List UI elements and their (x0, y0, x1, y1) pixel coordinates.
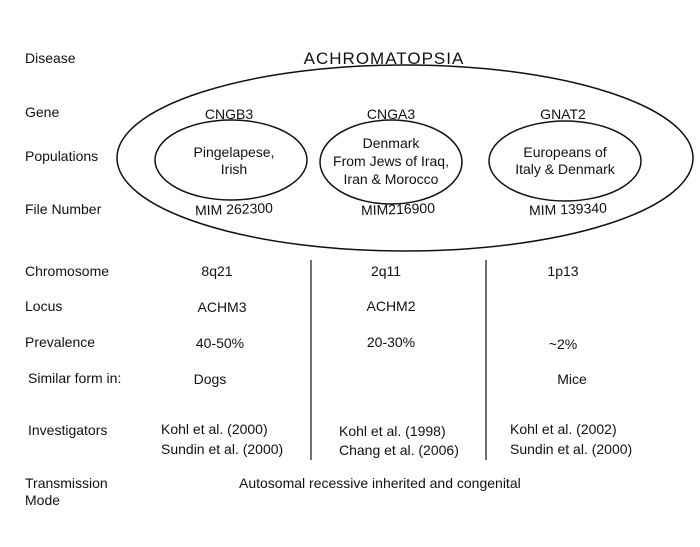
label-similar-form: Similar form in: (28, 370, 122, 386)
label-investigators: Investigators (28, 422, 108, 438)
population-cngb3-line-1: Pingelapese, (193, 144, 275, 160)
label-mode: Mode (25, 492, 61, 508)
population-gnat2-line-2: Italy & Denmark (515, 161, 615, 177)
prevalence-cnga3: 20-30% (366, 334, 416, 350)
population-gnat2-line-1: Europeans of (523, 144, 607, 160)
investigator-cngb3-1: Kohl et al. (2000) (161, 421, 268, 437)
gene-cnga3: CNGA3 (366, 106, 416, 122)
prevalence-cngb3: 40-50% (195, 335, 245, 351)
population-cnga3-line-3: Iran & Morocco (343, 171, 439, 187)
investigator-cnga3-1: Kohl et al. (1998) (339, 423, 446, 439)
similar-form-cngb3: Dogs (193, 371, 227, 387)
file-number-cngb3: MIM 262300 (194, 199, 274, 219)
disease-title: ACHROMATOPSIA (303, 49, 465, 68)
population-cnga3-line-2: From Jews of Iraq, (333, 153, 449, 169)
label-prevalence: Prevalence (25, 334, 96, 350)
label-file-number: File Number (25, 201, 102, 217)
transmission-mode-value: Autosomal recessive inherited and congenital (239, 475, 521, 491)
file-number-cnga3: MIM216900 (360, 199, 436, 219)
label-disease: Disease (25, 50, 76, 66)
prevalence-gnat2: ~2% (548, 336, 578, 352)
file-number-gnat2: MIM 139340 (528, 199, 608, 219)
investigator-gnat2-2: Sundin et al. (2000) (510, 441, 633, 457)
investigator-gnat2-1: Kohl et al. (2002) (510, 421, 617, 437)
investigator-cngb3-2: Sundin et al. (2000) (161, 441, 284, 457)
chromosome-cnga3: 2q11 (370, 263, 402, 279)
label-chromosome: Chromosome (25, 263, 110, 279)
locus-cngb3: ACHM3 (197, 299, 247, 315)
population-cngb3-line-2: Irish (220, 161, 248, 177)
gene-gnat2: GNAT2 (540, 106, 586, 122)
similar-form-gnat2: Mice (557, 371, 587, 387)
gene-cngb3: CNGB3 (204, 106, 254, 122)
label-gene: Gene (25, 104, 60, 120)
label-locus: Locus (25, 298, 63, 314)
label-transmission: Transmission (25, 475, 108, 491)
chromosome-gnat2: 1p13 (547, 263, 579, 279)
population-cnga3-line-1: Denmark (362, 135, 420, 151)
locus-cnga3: ACHM2 (366, 298, 416, 314)
investigator-cnga3-2: Chang et al. (2006) (339, 442, 459, 458)
label-populations: Populations (25, 148, 99, 164)
chromosome-cngb3: 8q21 (201, 263, 233, 279)
